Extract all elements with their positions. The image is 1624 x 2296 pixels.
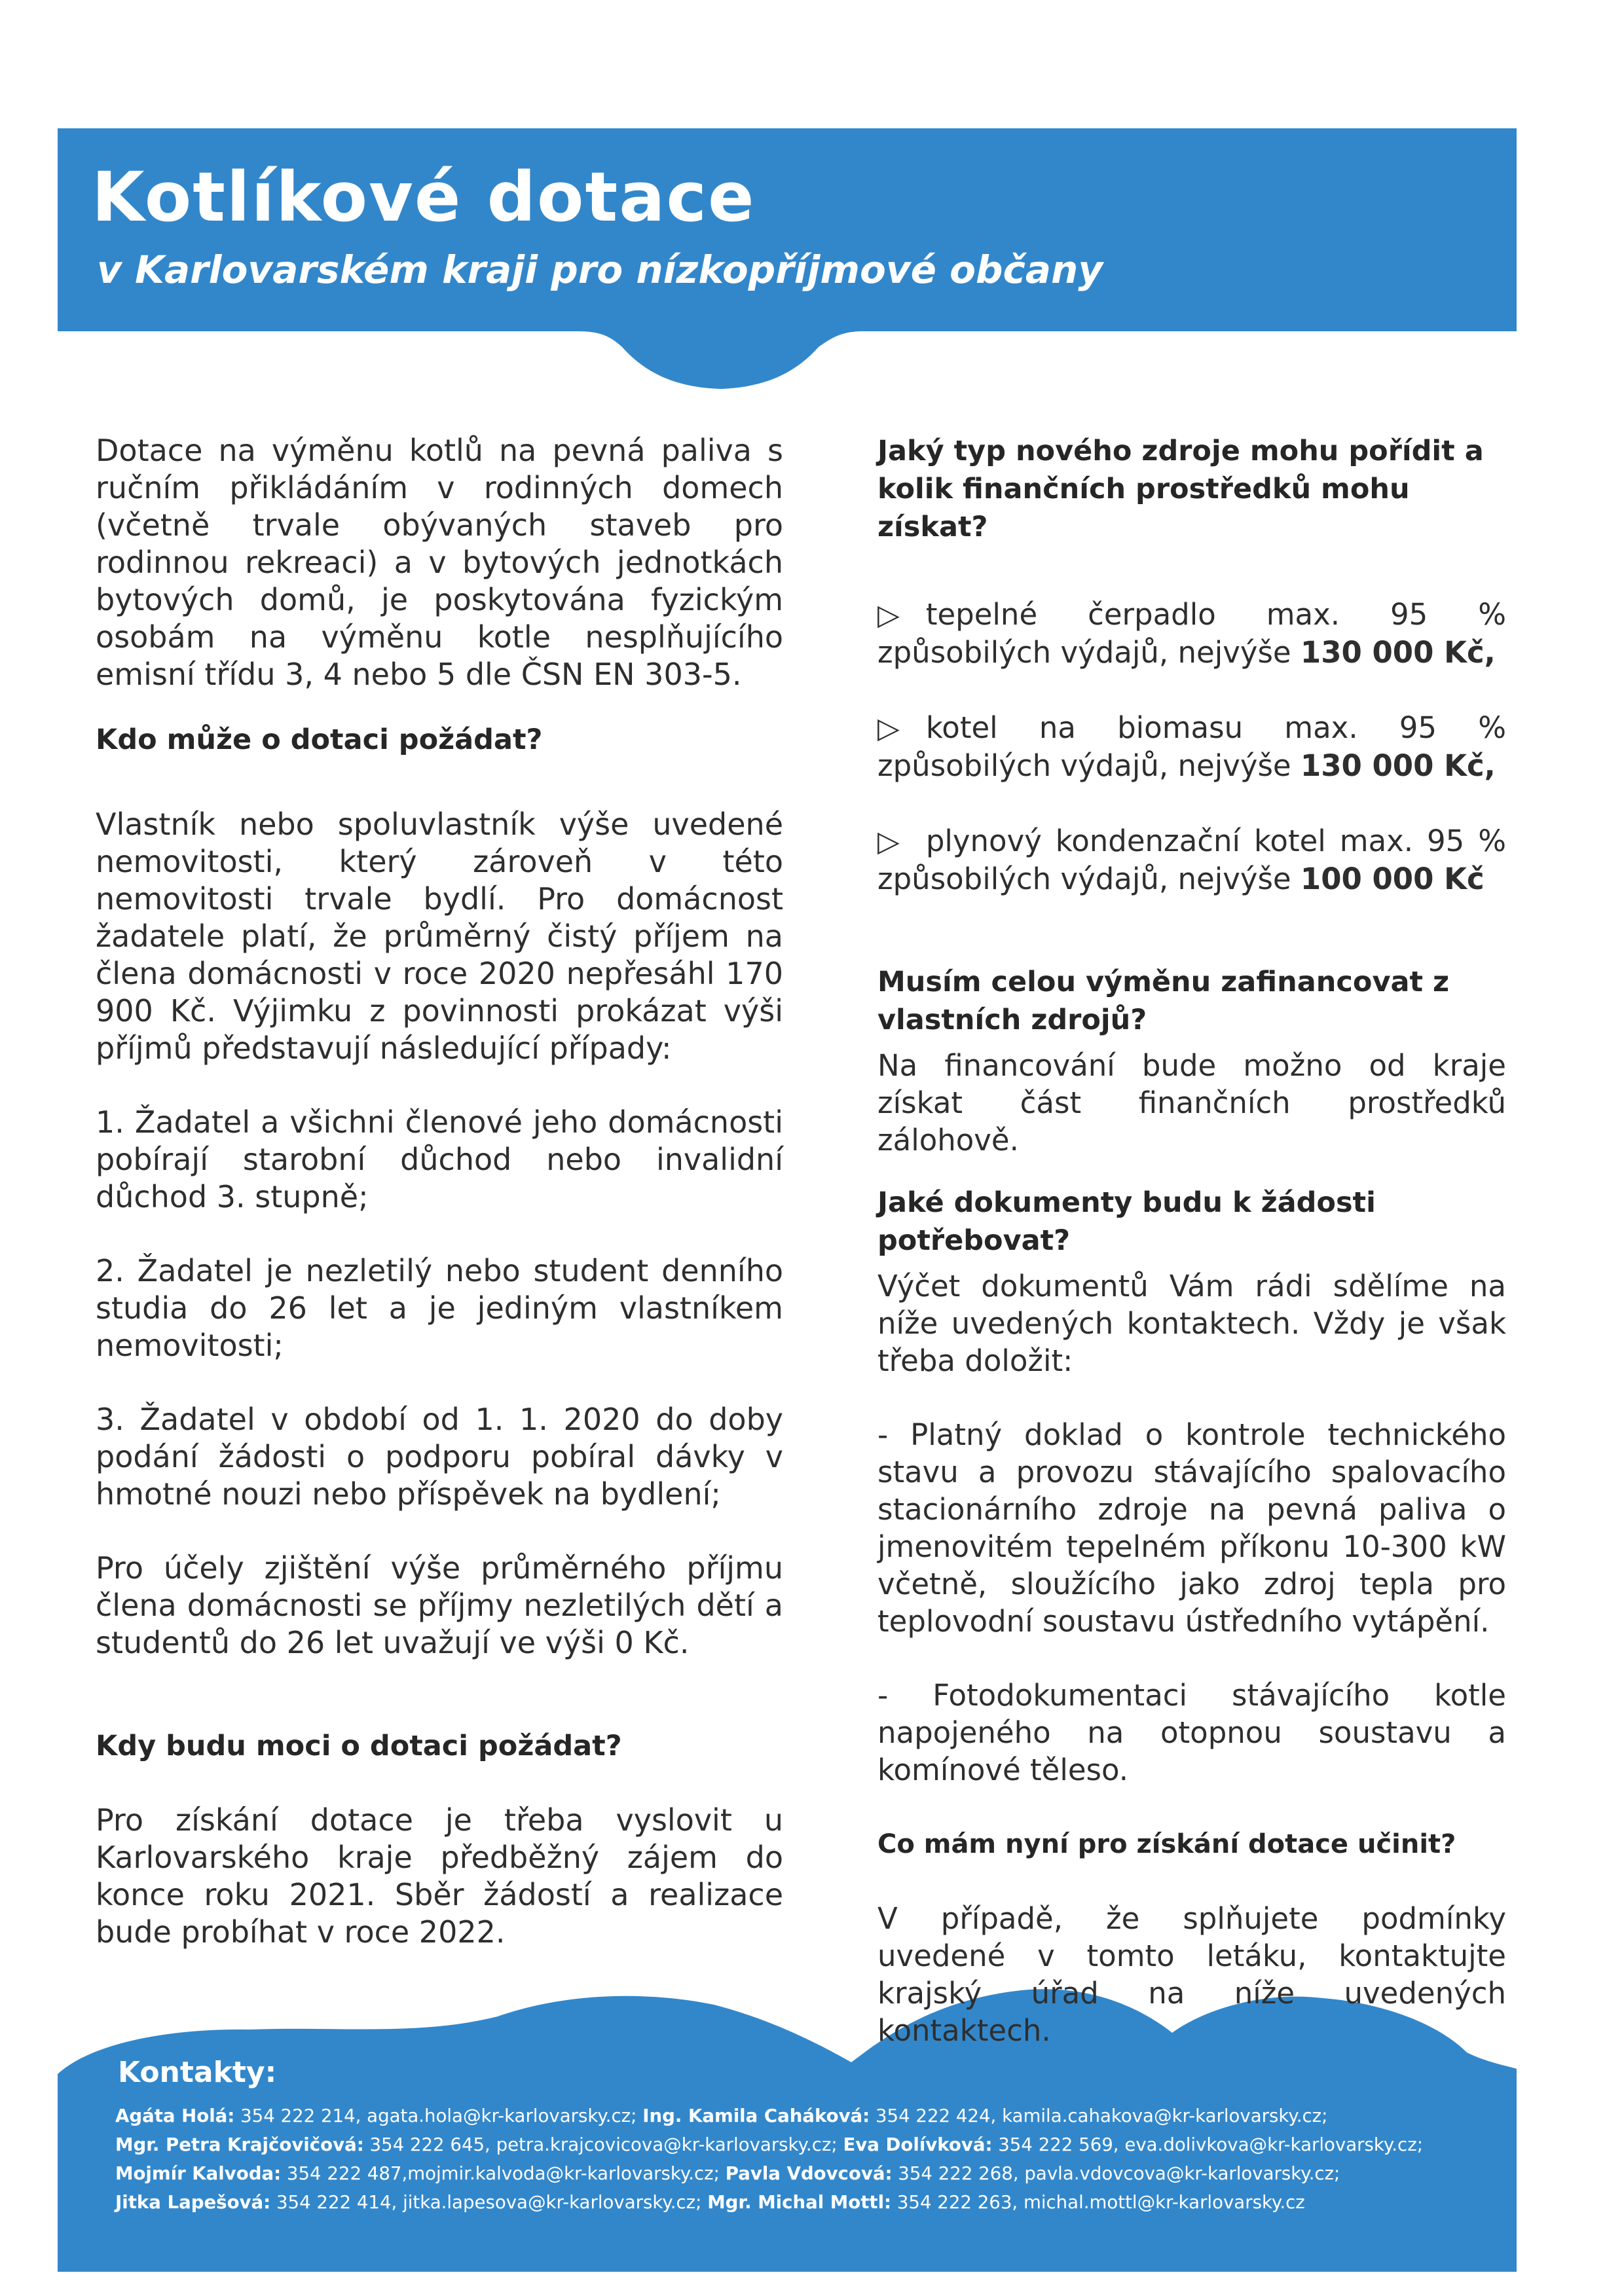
option-biomass-boiler: ▷ kotel na biomasu max. 95 % způsobilých výdajů, nejvýše 130 000 Kč,: [877, 710, 1506, 783]
contact-name: Ing. Kamila Caháková:: [642, 2105, 870, 2126]
finance-paragraph: Na financování bude možno od kraje získat část finančních prostředků zálohově.: [877, 1048, 1506, 1157]
case-3: 3. Žadatel v období od 1. 1. 2020 do doby podání žádosti o podporu pobíral dávky v hmotné nouzi nebo příspěvek na bydlení;: [96, 1402, 783, 1512]
option-amount: 130 000 Kč: [1300, 748, 1485, 783]
option-gas-boiler: ▷ plynový kondenzační kotel max. 95 % způsobilých výdajů, nejvýše 100 000 Kč: [877, 824, 1506, 896]
contact-name: Agáta Holá:: [115, 2105, 235, 2126]
contact-name: Mgr. Michal Mottl:: [707, 2191, 892, 2213]
doc-item-2: - Fotodokumentaci stávajícího kotle napojeného na otopnou soustavu a komínové těleso.: [877, 1678, 1506, 1787]
triangle-bullet-icon: ▷: [877, 598, 900, 632]
contact-name: Mgr. Petra Krajčovičová:: [115, 2134, 364, 2155]
contacts-line: [115, 2102, 1510, 2130]
page-title: Kotlíkové dotace: [92, 157, 756, 237]
contact-info: 354 222 487,mojmir.kalvoda@kr-karlovarsky.cz;: [281, 2162, 726, 2184]
contact-name: Mojmír Kalvoda:: [115, 2162, 282, 2184]
who-heading: Kdo může o dotaci požádat?: [96, 723, 543, 756]
docs-paragraph: Výčet dokumentů Vám rádi sdělíme na níže uvedených kontaktech. Vždy je však třeba doložit:: [877, 1269, 1506, 1378]
contact-info: 354 222 414, jitka.lapesova@kr-karlovarsky.cz;: [270, 2191, 708, 2213]
contact-info: 354 222 214, agata.hola@kr-karlovarsky.cz;: [234, 2105, 643, 2126]
intro-paragraph: Dotace na výměnu kotlů na pevná paliva s ručním přikládáním v rodinných domech (včetně trvale obývaných staveb pro rodinnou rekreaci) a v bytových jednotkách bytových domů, je poskytována fyzickým osobám na výměnu kotle nesplňujícího emisní třídu 3, 4 nebo 5 dle ČSN EN 303-5.: [96, 433, 783, 692]
when-paragraph: Pro získání dotace je třeba vyslovit u Karlovarského kraje předběžný zájem do konce roku 2021. Sběr žádostí a realizace bude probíhat v roce 2022.: [96, 1802, 783, 1950]
option-amount: 100 000 Kč: [1300, 862, 1485, 896]
contact-info: 354 222 263, michal.mottl@kr-karlovarsky.cz: [891, 2191, 1305, 2213]
option-heat-pump: ▷ tepelné čerpadlo max. 95 % způsobilých výdajů, nejvýše 130 000 Kč,: [877, 597, 1506, 670]
contact-info: 354 222 268, pavla.vdovcova@kr-karlovarsky.cz;: [892, 2162, 1340, 2184]
who-paragraph: Vlastník nebo spoluvlastník výše uvedené nemovitosti, který zároveň v této nemovitosti trvale bydlí. Pro domácnost žadatele platí, že průměrný čistý příjem na člena domácnosti v roce 2020 nepřesáhl 170 900 Kč. Výjimku z povinnosti prokázat výši příjmů představují následující případy:: [96, 807, 783, 1066]
income-note: Pro účely zjištění výše průměrného příjmu člena domácnosti se příjmy nezletilých dětí a studentů do 26 let uvažují ve výši 0 Kč.: [96, 1550, 783, 1660]
option-amount: 130 000 Kč: [1300, 635, 1485, 670]
page-subtitle: v Karlovarském kraji pro nízkopříjmové občany: [97, 247, 1103, 292]
right-column: [877, 432, 1506, 2049]
finance-heading: Musím celou výměnu zafinancovat z vlastních zdrojů?: [877, 966, 1450, 1036]
docs-heading: Jaké dokumenty budu k žádosti potřebovat?: [877, 1186, 1376, 1257]
type-heading: Jaký typ nového zdroje mohu pořídit a kolik finančních prostředků mohu získat?: [877, 435, 1484, 543]
when-heading: Kdy budu moci o dotaci požádat?: [96, 1730, 622, 1762]
now-heading: Co mám nyní pro získání dotace učinit?: [877, 1829, 1456, 1859]
triangle-bullet-icon: ▷: [877, 825, 900, 858]
contacts-list: [115, 2102, 1510, 2217]
contact-name: Pavla Vdovcová:: [725, 2162, 893, 2184]
contacts-title: Kontakty:: [118, 2056, 277, 2089]
doc-item-1: - Platný doklad o kontrole technického stavu a provozu stávajícího spalovacího stacionárního zdroje na pevná paliva o jmenovitém tepelném příkonu 10-300 kW včetně, sloužícího jako zdroj tepla pro teplovodní soustavu ústředního vytápění.: [877, 1417, 1506, 1639]
now-paragraph: V případě, že splňujete podmínky uvedené v tomto letáku, kontaktujte krajský úřad na níže uvedených kontaktech.: [877, 1901, 1506, 2048]
contacts-line: [115, 2130, 1510, 2159]
contacts-line: [115, 2188, 1510, 2217]
contact-name: Jitka Lapešová:: [115, 2191, 271, 2213]
triangle-bullet-icon: ▷: [877, 712, 900, 745]
contact-info: 354 222 645, petra.krajcovicova@kr-karlovarsky.cz;: [363, 2134, 843, 2155]
contact-info: 354 222 424, kamila.cahakova@kr-karlovarsky.cz;: [870, 2105, 1328, 2126]
case-1: 1. Žadatel a všichni členové jeho domácnosti pobírají starobní důchod nebo invalidní důchod 3. stupně;: [96, 1104, 783, 1214]
contacts-line: [115, 2159, 1510, 2188]
contact-name: Eva Dolívková:: [843, 2134, 993, 2155]
case-2: 2. Žadatel je nezletilý nebo student denního studia do 26 let a je jediným vlastníkem nemovitosti;: [96, 1253, 783, 1363]
contact-info: 354 222 569, eva.dolivkova@kr-karlovarsky.cz;: [992, 2134, 1423, 2155]
left-column: [96, 432, 783, 1951]
